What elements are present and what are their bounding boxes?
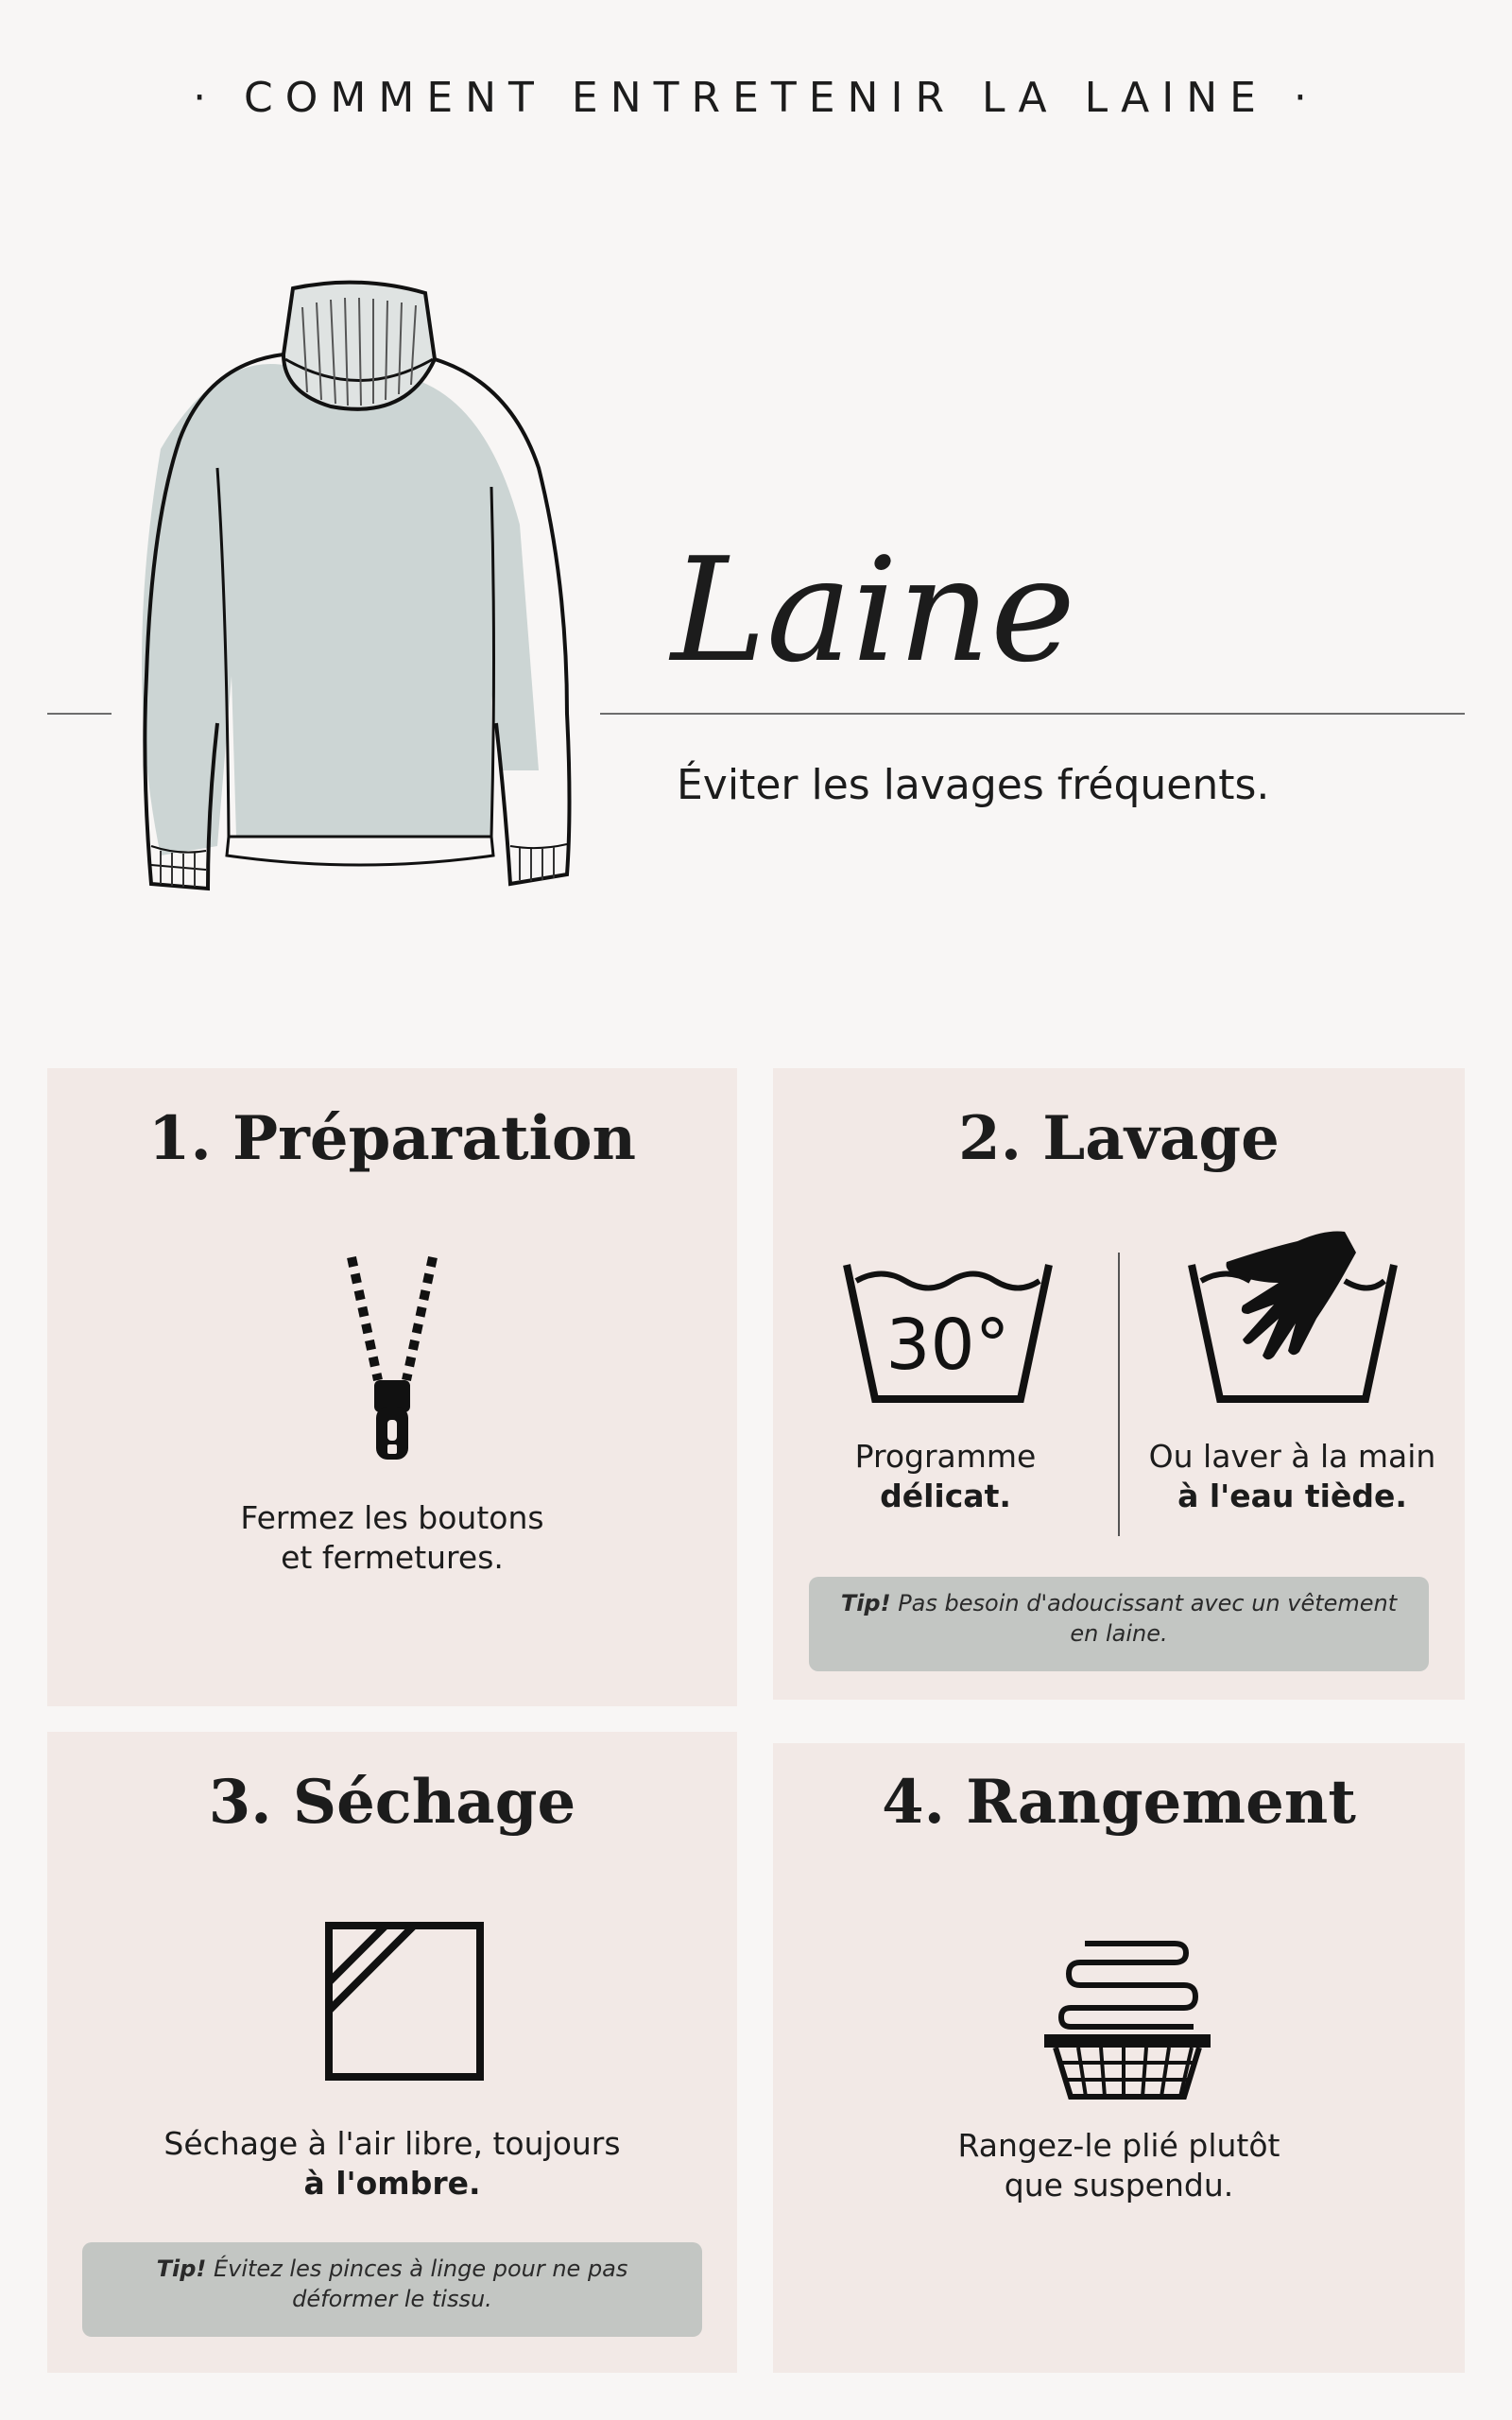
text-line: Programme (854, 1438, 1037, 1475)
tip-box (82, 2242, 702, 2337)
text-line: Séchage à l'air libre, toujours (163, 2125, 621, 2162)
text-line: Rangez-le plié plutôt (957, 2127, 1280, 2164)
wash-30-icon (839, 1257, 1057, 1409)
text-line: Ou laver à la main (1148, 1438, 1436, 1475)
text-line: Fermez les boutons (240, 1499, 544, 1536)
tip-text: Pas besoin d'adoucissant avec un vêtement en laine. (898, 1590, 1398, 1647)
tip-label: Tip! (840, 1590, 891, 1616)
hero-title: Laine (671, 527, 1076, 694)
hand-text (1120, 1437, 1465, 1516)
divider-right (600, 713, 1465, 715)
card-title: 2. Lavage (958, 1103, 1280, 1174)
tip-box (809, 1577, 1429, 1671)
zipper-icon (340, 1248, 444, 1475)
card-title: 3. Séchage (208, 1767, 576, 1838)
rangement-text (773, 2126, 1465, 2205)
tip-label: Tip! (156, 2256, 207, 2282)
card-lavage (773, 1068, 1465, 1700)
tip-text: Évitez les pinces à linge pour ne pas déformer le tissu. (213, 2256, 628, 2312)
machine-text (773, 1437, 1118, 1516)
dry-in-shade-icon (324, 1921, 485, 2082)
hand-wash-icon (1184, 1224, 1401, 1409)
text-bold: à l'ombre. (303, 2165, 481, 2202)
page-title: · COMMENT ENTRETENIR LA LAINE · (193, 74, 1319, 122)
card-sechage (47, 1732, 737, 2373)
text-line: que suspendu. (1004, 2167, 1234, 2204)
card-title: 1. Préparation (147, 1103, 637, 1174)
card-rangement (773, 1743, 1465, 2373)
wash-temperature-label: 30° (885, 1305, 1010, 1386)
turtleneck-sweater-icon (123, 279, 595, 903)
text-bold: délicat. (880, 1478, 1011, 1514)
card-preparation (47, 1068, 737, 1706)
card-title: 4. Rangement (882, 1767, 1356, 1838)
preparation-text (47, 1498, 737, 1578)
divider-left (47, 713, 112, 715)
folded-clothes-basket-icon (1042, 1932, 1212, 2102)
hero-subtitle: Éviter les lavages fréquents. (677, 761, 1270, 809)
text-line: et fermetures. (281, 1539, 504, 1576)
sechage-text (47, 2124, 737, 2204)
text-bold: à l'eau tiède. (1177, 1478, 1407, 1514)
